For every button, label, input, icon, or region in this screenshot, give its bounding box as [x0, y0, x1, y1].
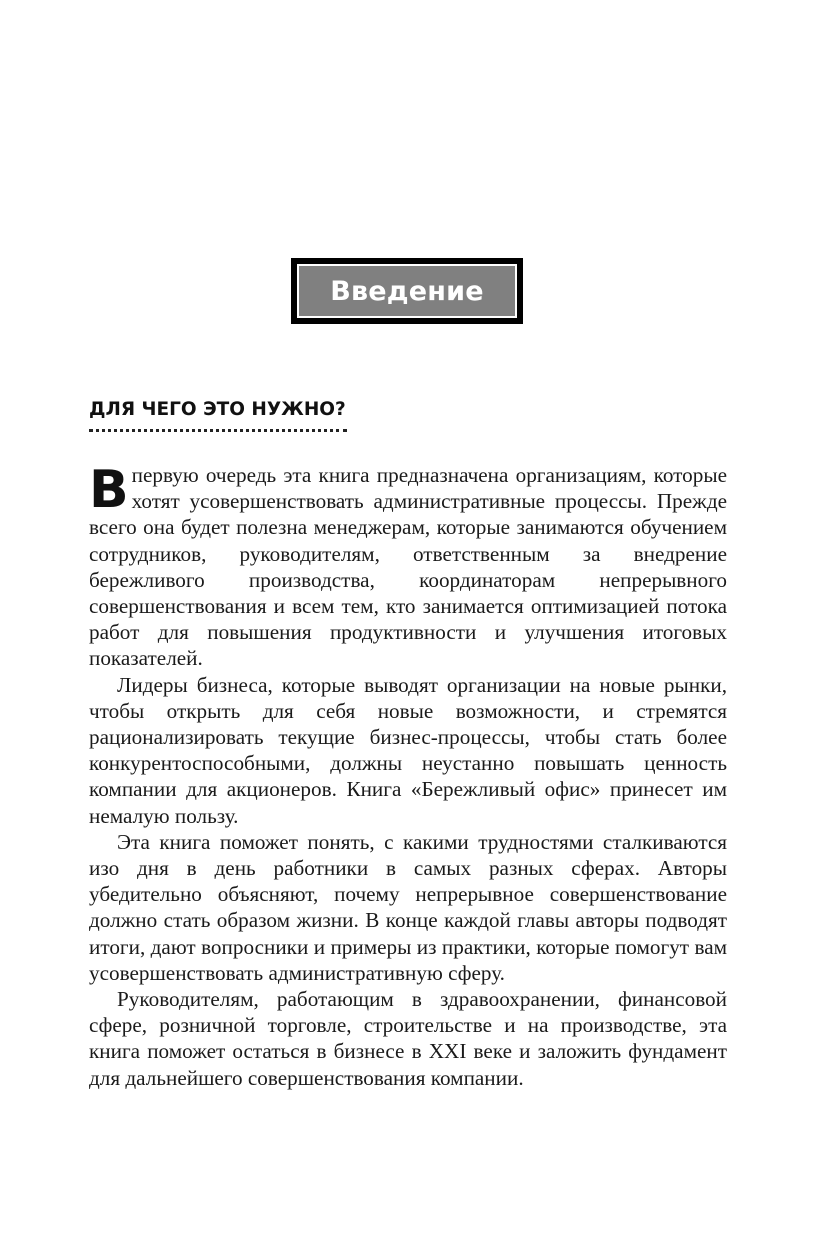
chapter-title: Введение — [330, 275, 484, 307]
paragraph-4: Руководителям, работающим в здравоохранении, финансовой сфере, розничной торговле, строительстве и на производстве, эта книга поможет остаться в бизнесе в XXI веке и заложить фундамент для дальнейшего совершенствования компании. — [89, 987, 727, 1090]
body-text — [89, 462, 727, 1091]
chapter-title-box — [291, 258, 523, 324]
paragraph-2: Лидеры бизнеса, которые выводят организации на новые рынки, чтобы открыть для себя новые возможности, и стремятся рационализировать текущие бизнес-процессы, чтобы стать более конкурентоспособными, должны неустанно повышать ценность компании для акционеров. Книга «Бережливый офис» принесет им немалую пользу. — [89, 672, 727, 828]
chapter-title-inner — [297, 264, 517, 318]
section-heading-dotted-underline — [89, 429, 347, 432]
paragraph-1-text: первую очередь эта книга предназначена организациям, которые хотят усовершенствовать административные процессы. Прежде всего она будет полезна менеджерам, которые занимаются обучением сотрудников, руководителям, ответственным за внедрение бережливого производства, координаторам непрерывного совершенствования и всем тем, кто занимается оптимизацией потока работ для повышения продуктивности и улучшения итоговых показателей. — [89, 463, 727, 671]
drop-cap-letter: В — [89, 460, 129, 520]
section-heading: ДЛЯ ЧЕГО ЭТО НУЖНО? — [89, 399, 346, 420]
paragraph-3: Эта книга поможет понять, с какими трудностями сталкиваются изо дня в день работники в самых разных сферах. Авторы убедительно объясняют, почему непрерывное совершенствование должно стать образом жизни. В конце каждой главы авторы подводят итоги, дают вопросники и примеры из практики, которые помогут вам усовершенствовать административную сферу. — [89, 829, 727, 985]
paragraph-1 — [89, 462, 727, 672]
